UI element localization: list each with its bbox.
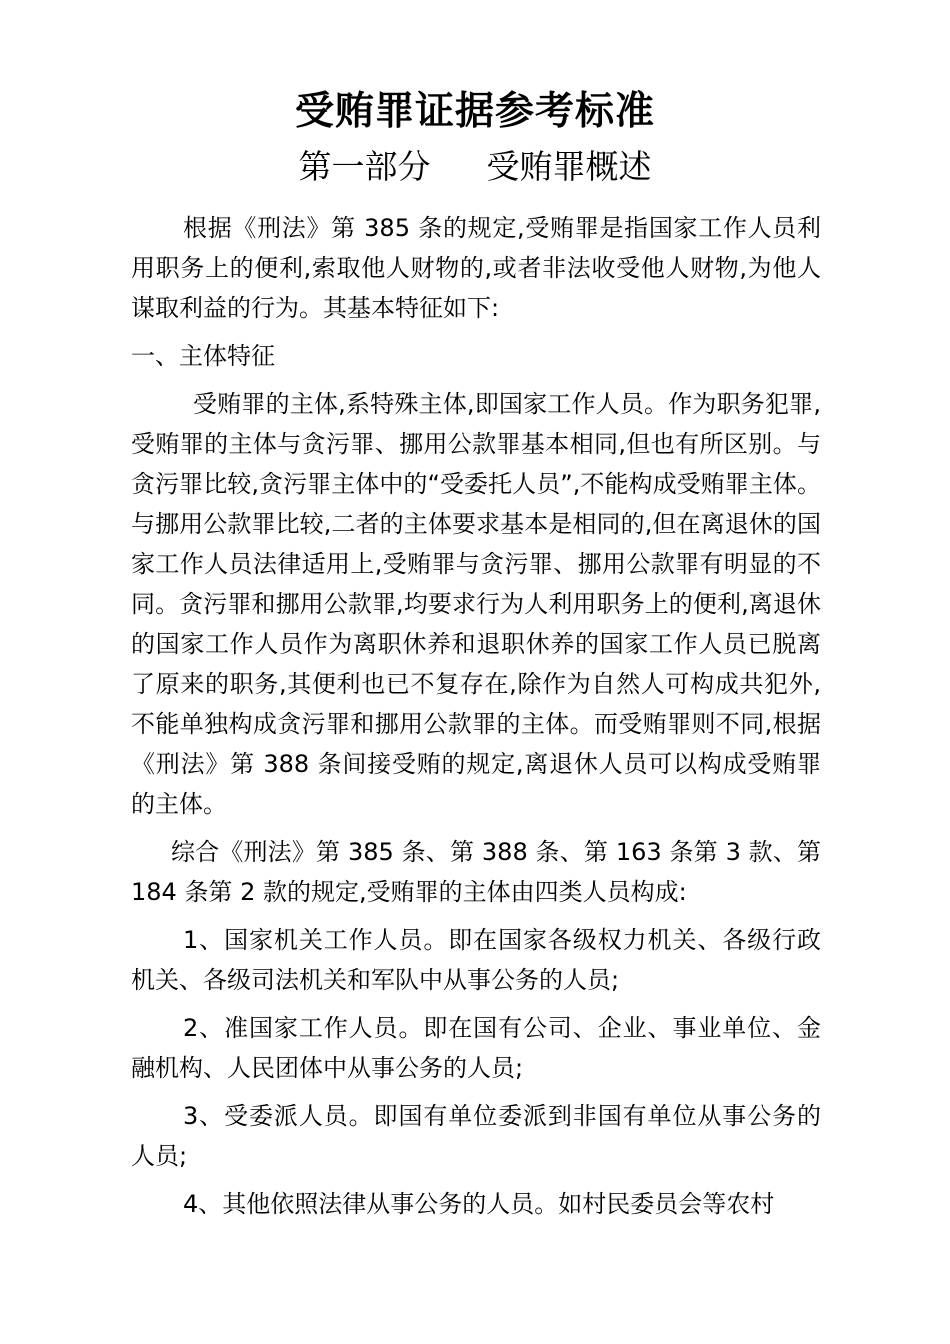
- document-title: 受贿罪证据参考标准: [294, 89, 655, 134]
- subtitle-name: 受贿罪概述: [486, 147, 652, 186]
- list-item: 2、准国家工作人员。即在国有公司、企业、事业单位、金融机构、人民团体中从事公务的人员;: [131, 1014, 821, 1082]
- document-body: [131, 208, 821, 1224]
- paragraph-intro: 根据《刑法》第 385 条的规定,受贿罪是指国家工作人员利用职务上的便利,索取他人财物的,或者非法收受他人财物,为他人谋取利益的行为。其基本特征如下:: [131, 214, 821, 322]
- list-item: 3、受委派人员。即国有单位委派到非国有单位从事公务的人员;: [131, 1102, 821, 1170]
- subtitle-part: 第一部分: [298, 147, 431, 186]
- list-item: 4、其他依照法律从事公务的人员。如村民委员会等农村: [183, 1190, 775, 1218]
- document-subtitle: [0, 144, 950, 190]
- section-heading: 一、主体特征: [131, 342, 275, 370]
- paragraph-summary: 综合《刑法》第 385 条、第 388 条、第 163 条第 3 款、第 184 条第 2 款的规定,受贿罪的主体由四类人员构成:: [131, 838, 821, 906]
- paragraph-subject: 受贿罪的主体,系特殊主体,即国家工作人员。作为职务犯罪,受贿罪的主体与贪污罪、挪用公款罪基本相同,但也有所区别。与贪污罪比较,贪污罪主体中的“受委托人员”,不能构成受贿罪主体。与挪用公款罪比较,二者的主体要求基本是相同的,但在离退休的国家工作人员法律适用上,受贿罪与贪污罪、挪用公款罪有明显的不同。贪污罪和挪用公款罪,均要求行为人利用职务上的便利,离退休的国家工作人员作为离职休养和退职休养的国家工作人员已脱离了原来的职务,其便利也已不复存在,除作为自然人可构成共犯外,不能单独构成贪污罪和挪用公款罪的主体。而受贿罪则不同,根据《刑法》第 388 条间接受贿的规定,离退休人员可以构成受贿罪的主体。: [131, 390, 821, 818]
- list-item: 1、国家机关工作人员。即在国家各级权力机关、各级行政机关、各级司法机关和军队中从事公务的人员;: [131, 926, 821, 994]
